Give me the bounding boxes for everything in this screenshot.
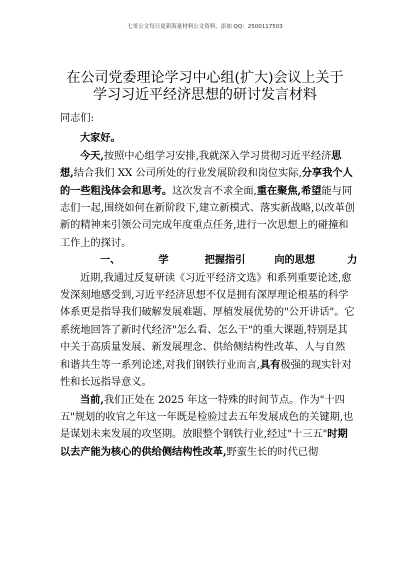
- paragraph-study: [60, 270, 355, 392]
- current-bold-2: 时期以去产能为核心的供给侧结构性改革,: [60, 428, 348, 458]
- current-bold-1: 当前,: [80, 393, 104, 406]
- document-body: [60, 110, 358, 461]
- header-banner: 七哥公文每日更新海量材料公文资料，添加 QQ：2500117503: [127, 24, 283, 30]
- section-word-4: 力: [347, 254, 358, 267]
- intro-bold-3: 重在聚焦,希望: [256, 184, 322, 197]
- current-text-2: 野蛮生长的时代已彻: [226, 446, 319, 458]
- intro-text-1: 按照中心组学习安排,我就深入学习贯彻习近平经济: [103, 150, 332, 162]
- section-word-2: 把握指引: [204, 254, 246, 267]
- section-word-3: 向的思想: [274, 254, 316, 267]
- intro-bold-2: 分享我个人的一些粗浅体会和思考。: [60, 167, 353, 197]
- document-title: [45, 70, 365, 104]
- intro-lead: 今天,: [80, 149, 104, 162]
- greeting: 大家好。: [80, 132, 121, 145]
- section-number: 一、: [100, 254, 121, 267]
- intro-text-3: 这次发言不求全面,: [172, 185, 257, 197]
- section-heading-1: [60, 252, 358, 269]
- current-text-1: 我们正处在 2025 年这一特殊的时间节点。作为"十四五"规划的收官之年这一年既是检验过去五年发展成色的关键期,也是谋划未来发展的攻坚期。放眼整个钢铁行业,经过"十三五": [60, 394, 354, 441]
- intro-bold-1: 思想,: [60, 149, 342, 180]
- section-word-1: 学: [158, 254, 169, 267]
- study-bold-1: 具有: [260, 358, 281, 371]
- title-line-2: 学习习近平经济思想的研讨发言材料: [93, 87, 317, 103]
- paragraph-intro: [60, 148, 355, 252]
- title-line-1: 在公司党委理论学习中心组(扩大)会议上关于: [66, 70, 344, 86]
- study-text-2: 极强的现实针对性和长远指导意义。: [60, 359, 352, 389]
- salutation: 同志们:: [60, 113, 94, 124]
- paragraph-current: [60, 392, 355, 462]
- intro-text-2: 结合我们 XX 公司所处的行业发展阶段和岗位实际,: [73, 168, 302, 180]
- intro-text-4: 能与同志们一起,围绕如何在新阶段下,建立新模式、落实新战略,以改革创新的精神来引领公司完成年度重点任务,进行一次思想上的碰撞和工作上的探讨。: [60, 185, 355, 249]
- study-text-1: 近期,我通过反复研读《习近平经济文选》和系列重要论述,愈发深刻地感受到,习近平经济思想不仅是拥有深厚理论根基的科学体系更是指导我们破解发展难题、厚植发展优势的"公开讲话"。它系统地回答了新时代经济"怎么看、怎么干"的重大课题,特别是其中关于高质量发展、新发展理念、供给侧结构性改革、人与自然和谐共生等一系列论述,对我们钢铁行业而言,: [60, 272, 355, 371]
